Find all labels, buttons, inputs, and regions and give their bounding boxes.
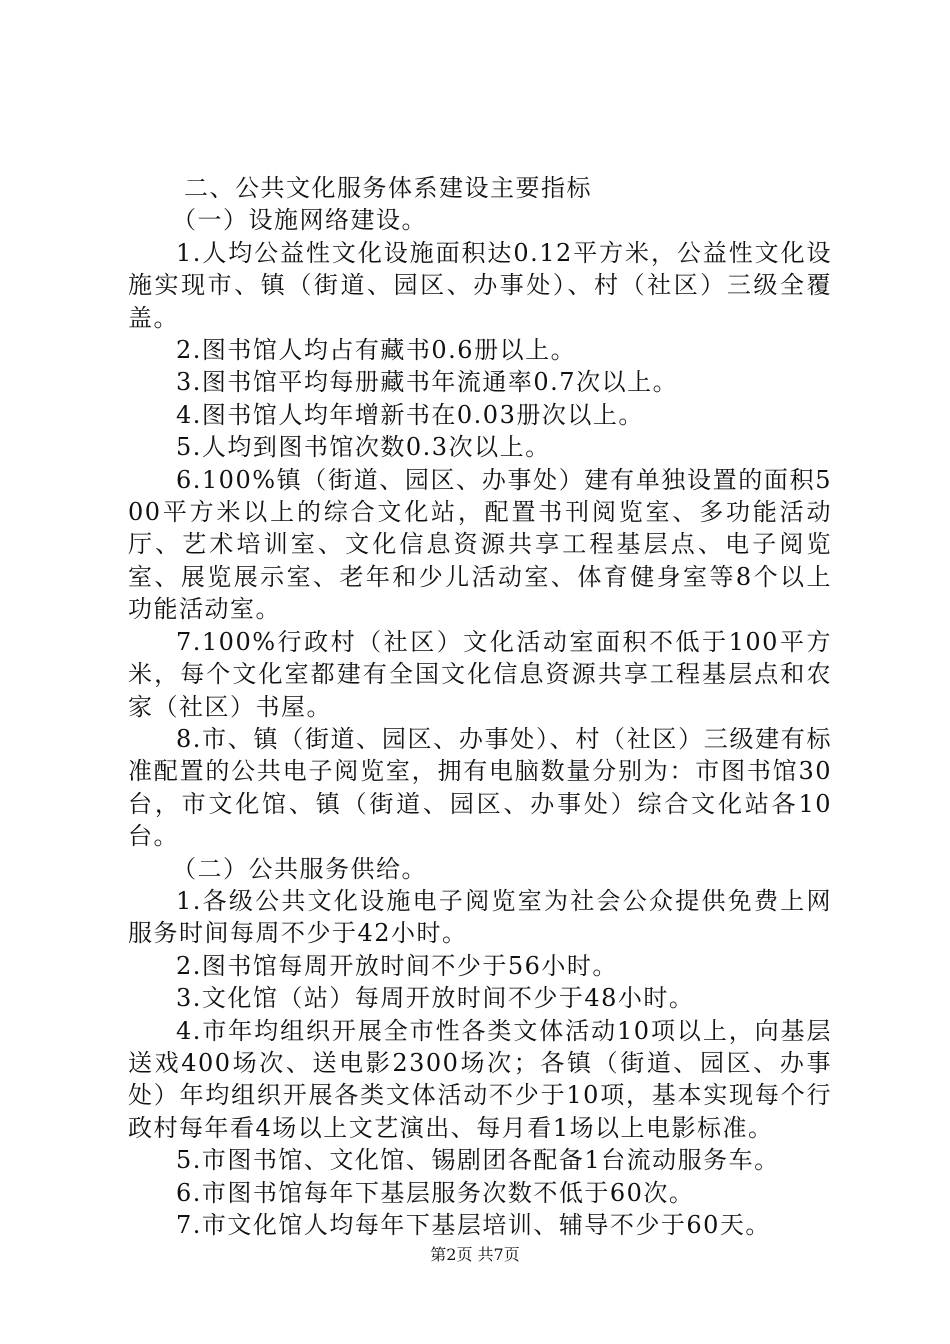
document-body [128, 172, 832, 1241]
facility-item-3: 3.图书馆平均每册藏书年流通率0.7次以上。 [176, 368, 679, 397]
service-item-6: 6.市图书馆每年下基层服务次数不低于60次。 [176, 1178, 695, 1207]
facility-item-4: 4.图书馆人均年增新书在0.03册次以上。 [176, 400, 644, 429]
subsection-title-facilities: （一）设施网络建设。 [172, 206, 427, 235]
service-item-1: 1.各级公共文化设施电子阅览室为社会公众提供免费上网服务时间每周不少于42小时。 [128, 886, 832, 948]
facility-item-8: 8.市、镇（街道、园区、办事处）、村（社区）三级建有标准配置的公共电子阅览室，拥有电脑数量分别为：市图书馆30台，市文化馆、镇（街道、园区、办事处）综合文化站各10台。 [128, 724, 832, 851]
service-item-2: 2.图书馆每周开放时间不少于56小时。 [176, 951, 618, 980]
facility-item-5: 5.人均到图书馆次数0.3次以上。 [176, 433, 551, 462]
section-title: 二、公共文化服务体系建设主要指标 [184, 174, 592, 202]
service-item-7: 7.市文化馆人均每年下基层培训、辅导不少于60天。 [176, 1211, 771, 1239]
facility-item-7: 7.100%行政村（社区）文化活动室面积不低于100平方米，每个文化室都建有全国文化信息资源共享工程基层点和农家（社区）书屋。 [128, 627, 832, 721]
service-item-4: 4.市年均组织开展全市性各类文体活动10项以上，向基层送戏400场次、送电影2300场次；各镇（街道、园区、办事处）年均组织开展各类文体活动不少于10项，基本实现每个行政村每年看4场以上文艺演出、每月看1场以上电影标准。 [128, 1016, 832, 1142]
facility-item-6: 6.100%镇（街道、园区、办事处）建有单独设置的面积500平方米以上的综合文化站，配置书刊阅览室、多功能活动厅、艺术培训室、文化信息资源共享工程基层点、电子阅览室、展览展示室、老年和少儿活动室、体育健身室等8个以上功能活动室。 [128, 465, 832, 624]
service-item-5: 5.市图书馆、文化馆、锡剧团各配备1台流动服务车。 [176, 1146, 780, 1175]
facility-item-2: 2.图书馆人均占有藏书0.6册以上。 [176, 336, 577, 365]
service-item-3: 3.文化馆（站）每周开放时间不少于48小时。 [176, 984, 695, 1013]
page-number-footer: 第2页 共7页 [430, 1245, 520, 1264]
subsection-title-services: （二）公共服务供给。 [172, 854, 427, 883]
facility-item-1: 1.人均公益性文化设施面积达0.12平方米，公益性文化设施实现市、镇（街道、园区、办事处）、村（社区）三级全覆盖。 [128, 238, 832, 332]
